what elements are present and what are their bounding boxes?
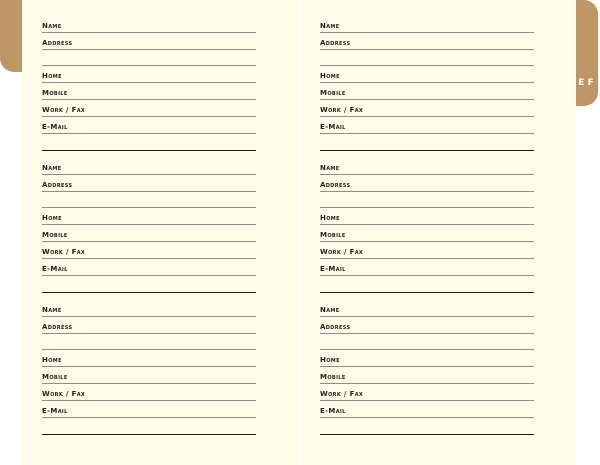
mobile-label: Mobile [42,89,68,97]
email-line[interactable] [320,400,534,418]
address-label: Address [42,181,73,189]
mobile-label: Mobile [42,373,68,381]
email-label: E-Mail [42,265,68,273]
email-line[interactable] [42,258,256,276]
name-line[interactable] [42,157,256,175]
left-page [22,0,298,465]
home-line[interactable] [42,349,256,367]
work-fax-line[interactable] [320,241,534,259]
notes-line[interactable] [320,275,534,293]
address-line[interactable] [320,316,534,334]
address-line[interactable] [320,174,534,192]
notes-line[interactable] [320,417,534,435]
name-line[interactable] [320,15,534,33]
mobile-line[interactable] [320,366,534,384]
index-tab-ef[interactable] [574,0,598,106]
mobile-line[interactable] [320,82,534,100]
address-label: Address [320,323,351,331]
name-label: Name [42,22,62,30]
mobile-label: Mobile [42,231,68,239]
home-line[interactable] [320,349,534,367]
address-label: Address [320,181,351,189]
email-line[interactable] [320,116,534,134]
notes-line[interactable] [42,417,256,435]
work-fax-line[interactable] [42,99,256,117]
notes-line[interactable] [320,133,534,151]
work-fax-label: Work / Fax [320,106,364,114]
home-label: Home [320,72,340,80]
home-label: Home [320,356,340,364]
name-line[interactable] [320,299,534,317]
email-label: E-Mail [320,123,346,131]
work-fax-line[interactable] [42,241,256,259]
name-line[interactable] [42,299,256,317]
mobile-line[interactable] [320,224,534,242]
work-fax-label: Work / Fax [42,106,86,114]
index-tab-letters: E F [578,78,594,88]
address-line[interactable] [42,316,256,334]
address-line-2[interactable] [320,49,534,66]
email-label: E-Mail [42,123,68,131]
work-fax-label: Work / Fax [320,248,364,256]
home-label: Home [42,356,62,364]
address-line-2[interactable] [42,191,256,208]
address-line-2[interactable] [42,333,256,350]
work-fax-line[interactable] [320,383,534,401]
home-line[interactable] [320,65,534,83]
address-label: Address [320,39,351,47]
email-label: E-Mail [320,265,346,273]
email-line[interactable] [320,258,534,276]
name-label: Name [320,306,340,314]
address-label: Address [42,39,73,47]
home-label: Home [42,72,62,80]
mobile-label: Mobile [320,89,346,97]
work-fax-line[interactable] [320,99,534,117]
address-line[interactable] [42,174,256,192]
email-line[interactable] [42,400,256,418]
home-label: Home [320,214,340,222]
address-line[interactable] [42,32,256,50]
notes-line[interactable] [42,133,256,151]
email-line[interactable] [42,116,256,134]
mobile-line[interactable] [42,366,256,384]
name-label: Name [42,164,62,172]
address-line-2[interactable] [320,333,534,350]
name-line[interactable] [42,15,256,33]
address-line-2[interactable] [320,191,534,208]
address-label: Address [42,323,73,331]
address-line-2[interactable] [42,49,256,66]
name-line[interactable] [320,157,534,175]
name-label: Name [42,306,62,314]
email-label: E-Mail [42,407,68,415]
mobile-label: Mobile [320,231,346,239]
notes-line[interactable] [42,275,256,293]
work-fax-line[interactable] [42,383,256,401]
work-fax-label: Work / Fax [42,248,86,256]
email-label: E-Mail [320,407,346,415]
right-page [300,0,576,465]
address-line[interactable] [320,32,534,50]
work-fax-label: Work / Fax [320,390,364,398]
mobile-line[interactable] [42,82,256,100]
home-line[interactable] [42,65,256,83]
home-label: Home [42,214,62,222]
name-label: Name [320,22,340,30]
mobile-label: Mobile [320,373,346,381]
mobile-line[interactable] [42,224,256,242]
name-label: Name [320,164,340,172]
home-line[interactable] [42,207,256,225]
home-line[interactable] [320,207,534,225]
work-fax-label: Work / Fax [42,390,86,398]
